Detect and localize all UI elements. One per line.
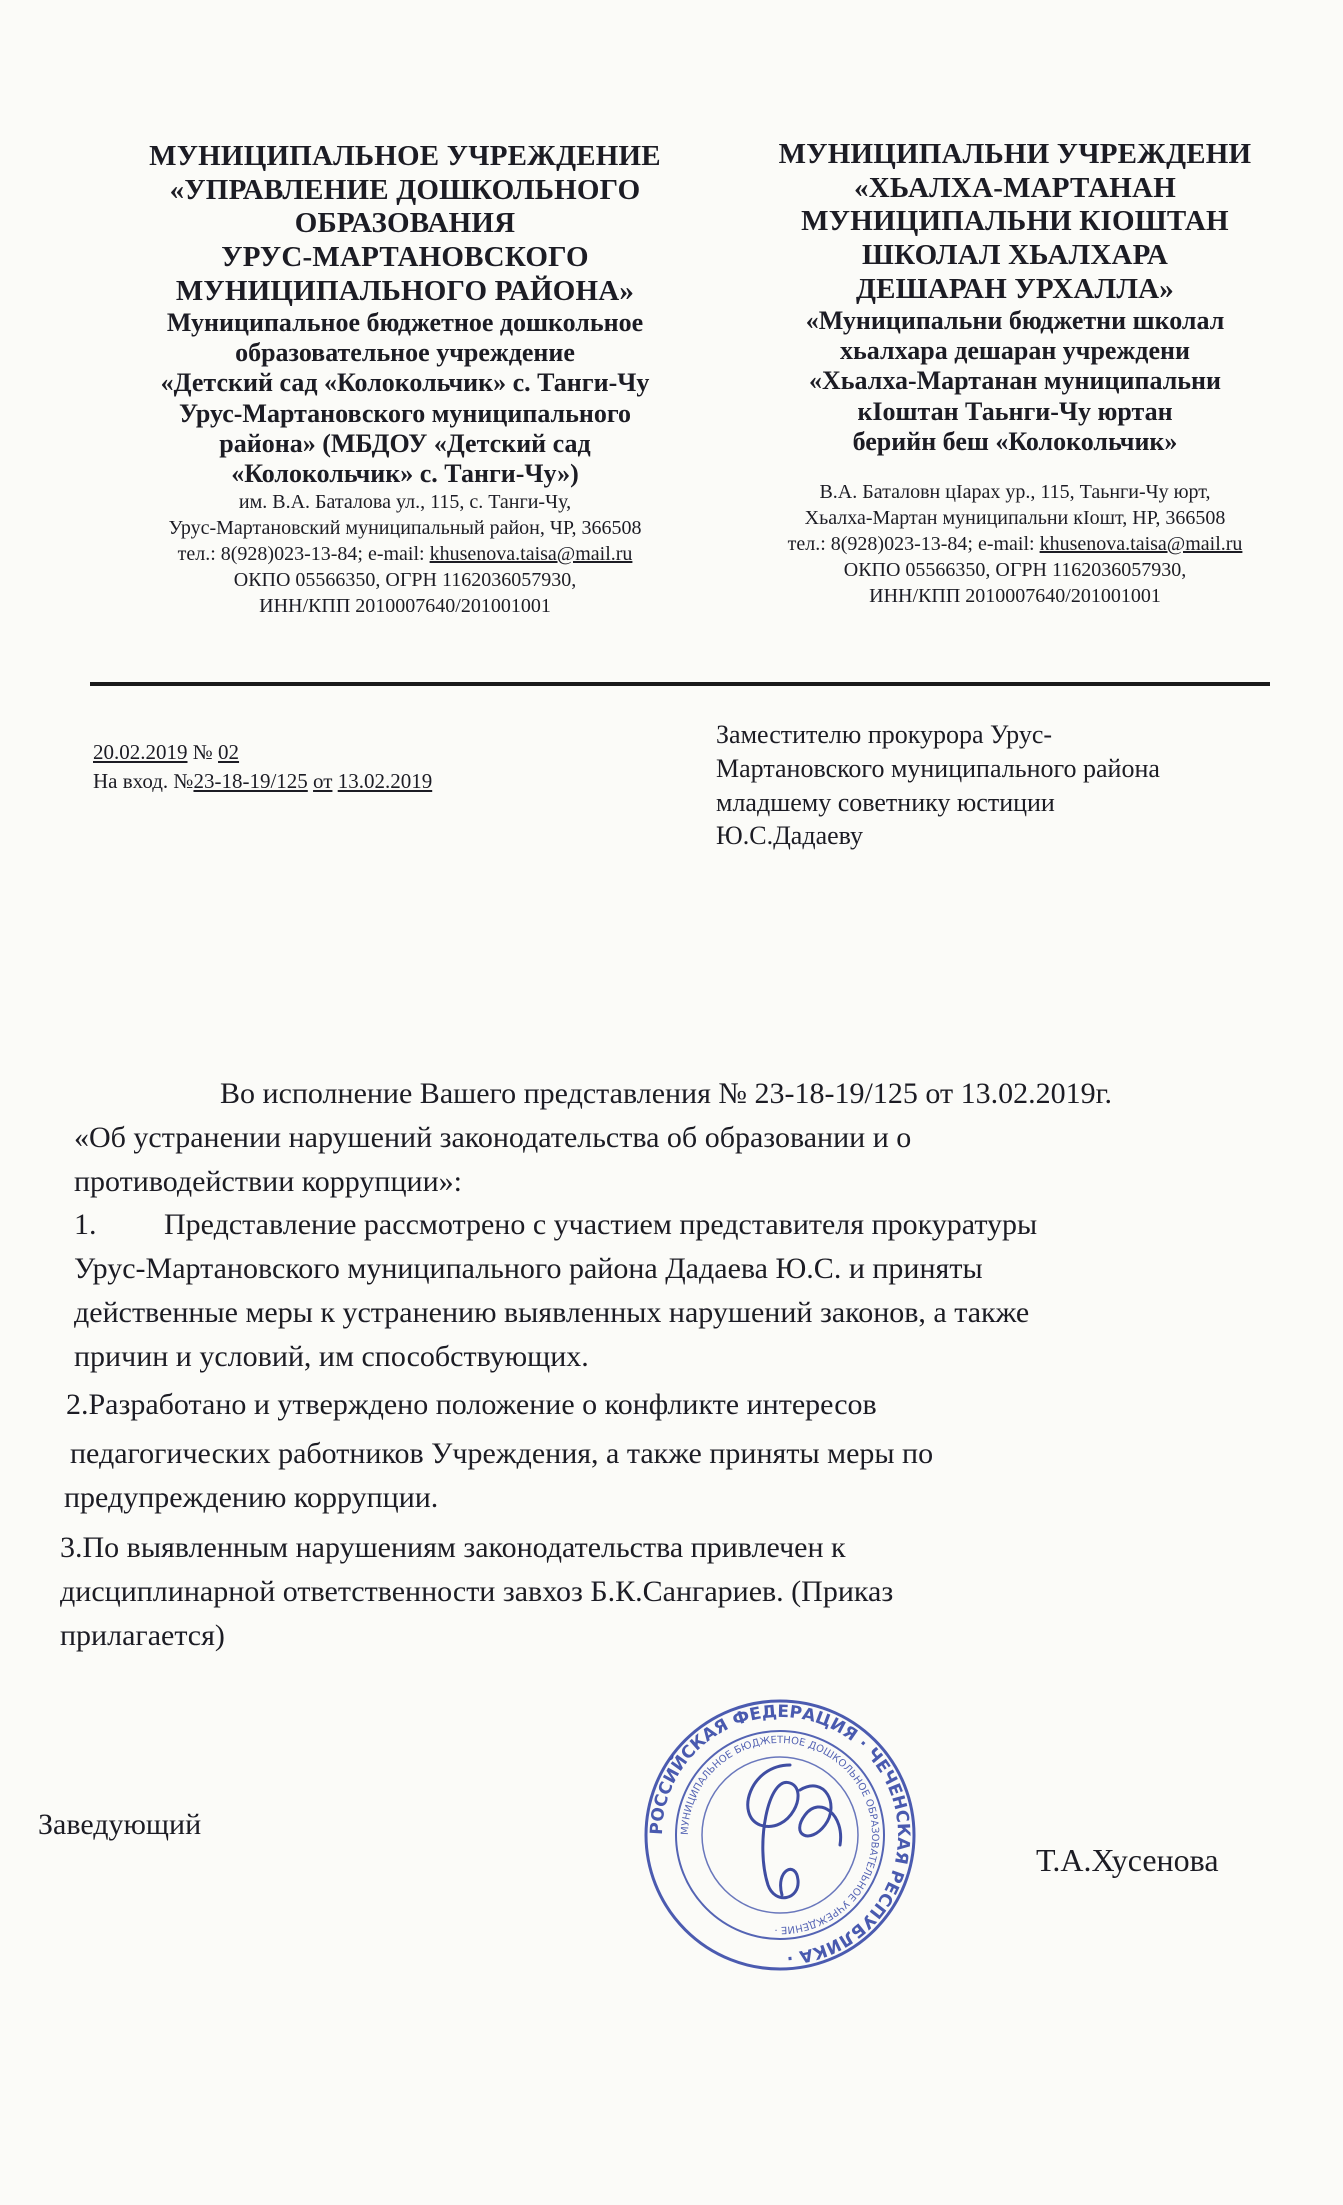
header-right-title-line: ДЕШАРАН УРХАЛЛА»	[855, 272, 1175, 305]
header-divider	[90, 682, 1270, 686]
header-right-sub-line: хьалхара дешаран учреждени	[840, 336, 1190, 366]
item-1-text: Урус-Мартановского муниципального района Дадаева Ю.С. и приняты	[74, 1252, 983, 1286]
official-stamp-image	[640, 1695, 920, 1975]
header-right-okpo: ОКПО 05566350, ОГРН 1162036057930,	[843, 558, 1187, 581]
number-sign: №	[192, 740, 213, 764]
item-1-line	[60, 1203, 1290, 1247]
addressee-line: Мартановского муниципального района	[716, 753, 1160, 783]
header-right-phone-line	[735, 531, 1295, 557]
header-left-title-line: ОБРАЗОВАНИЯ	[294, 207, 516, 240]
item-1-number: 1.	[74, 1208, 97, 1242]
header-right-phone: тел.: 8(928)023-13-84; e-mail:	[787, 532, 1040, 555]
header-right-sub-line: берийн беш «Колокольчик»	[852, 426, 1178, 456]
header-left-phone: тел.: 8(928)023-13-84; e-mail:	[177, 543, 430, 566]
body-intro-line: противодействии коррупции»:	[74, 1164, 462, 1198]
header-left-address: им. В.А. Баталова ул., 115, с. Танги-Чу,	[238, 491, 572, 514]
addressee-line: Ю.С.Дадаеву	[716, 821, 864, 851]
header-left-title-line: МУНИЦИПАЛЬНОГО РАЙОНА»	[175, 274, 635, 307]
outgoing-refs	[93, 738, 432, 797]
header-left	[105, 140, 705, 619]
header-left-sub-line: района» (МБДОУ «Детский сад	[219, 428, 591, 458]
stamp-middle-ring	[676, 1731, 884, 1939]
item-1-text: причин и условий, им способствующих.	[74, 1339, 589, 1373]
outgoing-number: 02	[218, 740, 240, 764]
body-intro: Во исполнение Вашего представления № 23-18-19/125 от 13.02.2019г.	[220, 1077, 1112, 1110]
header-left-address: Урус-Мартановский муниципальный район, ЧР, 366508	[168, 517, 642, 540]
header-left-title-line: УРУС-МАРТАНОВСКОГО	[221, 240, 589, 273]
stamp-outer-text: РОССИЙСКАЯ ФЕДЕРАЦИЯ · ЧЕЧЕНСКАЯ РЕСПУБЛИКА ·	[646, 1701, 914, 1968]
header-left-phone-line	[105, 541, 705, 567]
incoming-from: от	[313, 769, 333, 794]
header-left-email-link[interactable]: khusenova.taisa@mail.ru	[429, 543, 633, 566]
header-left-title	[105, 140, 705, 308]
outgoing-date: 20.02.2019	[93, 740, 188, 764]
handwritten-signature	[748, 1765, 841, 1898]
item-1-text: Представление рассмотрено с участием представителя прокуратуры	[164, 1208, 1038, 1242]
header-left-okpo: ОКПО 05566350, ОГРН 1162036057930,	[233, 569, 577, 592]
header-left-title-line: МУНИЦИПАЛЬНОЕ УЧРЕЖДЕНИЕ	[149, 140, 661, 172]
addressee-line: младшему советнику юстиции	[716, 787, 1055, 817]
incoming-ref-line	[93, 767, 432, 796]
header-left-title-line: «УПРАВЛЕНИЕ ДОШКОЛЬНОГО	[169, 173, 641, 206]
header-right-title	[735, 138, 1295, 306]
header-right-address: В.А. Баталовн цIарах ур., 115, Таьнги-Чу юрт,	[819, 480, 1211, 503]
signatory-position: Заведующий	[38, 1808, 202, 1841]
header-right	[735, 138, 1295, 609]
header-left-inn: ИНН/КПП 2010007640/201001001	[259, 595, 551, 618]
item-2-text: 2.Разработано и утверждено положение о конфликте интересов	[66, 1387, 877, 1421]
header-left-sub-line: «Детский сад «Колокольчик» с. Танги-Чу	[160, 368, 650, 398]
outgoing-date-line	[93, 738, 432, 767]
incoming-number: 23-18-19/125	[193, 769, 308, 794]
header-right-address: Хьалха-Мартан муниципальни кIошт, НР, 366508	[804, 506, 1226, 529]
header-left-sub-line: образовательное учреждение	[235, 338, 575, 368]
incoming-label: На вход. №	[93, 769, 194, 794]
header-right-title-line: МУНИЦИПАЛЬНИ КIОШТАН	[801, 205, 1229, 238]
signatory-name: Т.А.Хусенова	[1036, 1842, 1219, 1878]
addressee-block	[716, 718, 1160, 853]
header-right-contacts	[735, 479, 1295, 609]
item-3-text: 3.По выявленным нарушениям законодательства привлечен к	[60, 1530, 846, 1564]
addressee-line: Заместителю прокурора Урус-	[716, 720, 1053, 749]
body-intro-line: «Об устранении нарушений законодательства об образовании и о	[74, 1120, 912, 1154]
header-right-sub-line: кIоштан Таьнги-Чу юртан	[857, 396, 1173, 426]
header-right-title-line: «ХЬАЛХА-МАРТАНАН	[854, 171, 1176, 204]
header-right-subtitle	[735, 306, 1295, 457]
header-left-contacts	[105, 489, 705, 619]
item-2-text: предупреждению коррупции.	[64, 1481, 439, 1515]
header-left-sub-line: Урус-Мартановского муниципального	[178, 398, 632, 428]
stamp-inner-text: МУНИЦИПАЛЬНОЕ БЮДЖЕТНОЕ ДОШКОЛЬНОЕ ОБРАЗОВАТЕЛЬНОЕ УЧРЕЖДЕНИЕ ·	[679, 1734, 881, 1936]
incoming-date: 13.02.2019	[337, 769, 433, 794]
header-left-sub-line: Муниципальное бюджетное дошкольное	[166, 308, 644, 338]
header-right-sub-line: «Хьалха-Мартанан муниципальни	[808, 366, 1221, 396]
item-2-text: педагогических работников Учреждения, а также приняты меры по	[70, 1437, 934, 1471]
header-left-sub-line: «Колокольчик» с. Танги-Чу»)	[231, 458, 579, 488]
header-right-sub-line: «Муниципальни бюджетни школал	[805, 306, 1225, 336]
item-3-text: прилагается)	[60, 1618, 225, 1652]
item-1-text: действенные меры к устранению выявленных нарушений законов, а также	[74, 1295, 1030, 1329]
letter-body	[60, 1072, 1290, 1657]
header-right-email-link[interactable]: khusenova.taisa@mail.ru	[1039, 532, 1243, 555]
header-left-subtitle	[105, 308, 705, 489]
item-3-text: дисциплинарной ответственности завхоз Б.К.Сангариев. (Приказ	[60, 1574, 894, 1608]
header-right-inn: ИНН/КПП 2010007640/201001001	[869, 584, 1161, 607]
header-right-title-line: ШКОЛАЛ ХЬАЛХАРА	[862, 238, 1168, 271]
header-right-title-line: МУНИЦИПАЛЬНИ УЧРЕЖДЕНИ	[778, 138, 1252, 170]
